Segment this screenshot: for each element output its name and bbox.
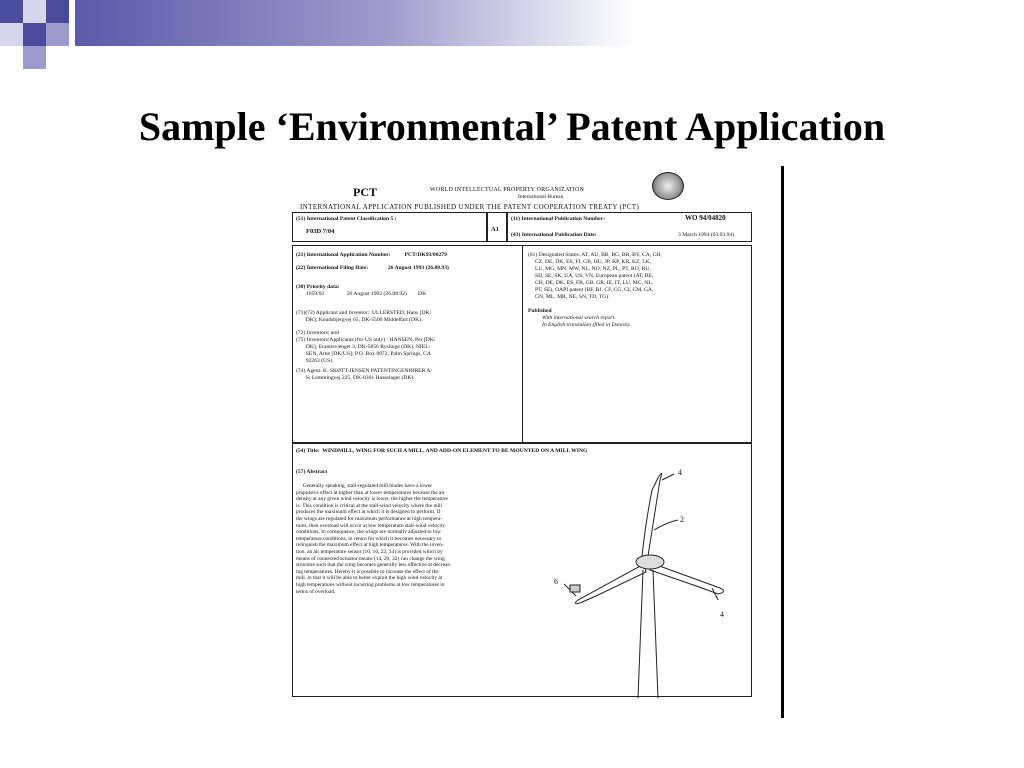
priority-value: 1059/92 26 August 1992 (26.08.92) DK [306,291,427,297]
abstract-label: (57) Abstract [296,469,328,475]
classification-label: (51) International Patent Classification 5 : [296,216,397,222]
figure-label: 4 [720,610,724,619]
abstract-text: Generally speaking, stall-regulated mill blades have a lower propulsive effect at higher than at lower temperatures because the air density at any given wind velocity is lower, the higher the temperature is. This condition is critical at the stall-wind velocity where the mill produces the maximum effect at which it is designed to perform. If the wings are regulated for maximum performance at high tempera- tures, then overload will occur at low temperature stall-wind velocity conditions. In consequence, the wings are normally adjusted to low temperature conditions, in return for which it becomes necessary to relinquish the maximum effect at high temperatures. With the inven- tion, an air temperature sensor (10, 16, 22, 34) is provided which by means of connected actuator means (14, 20, 32) can change the wing structure such that the wing becomes generally less effective at decreas- ing temperatures. Hereby it is possible to increase the effect of the mill, in that it will be able to better exploit the high wind velocity at high temperatures without incurring problems at low temperatures in terms of overload. [296,483,452,595]
filing-date: (22) International Filing Date: 26 August 1993 (26.08.93) [296,265,449,271]
blade-left [575,564,646,604]
pub-number-label: (11) International Publication Number: [511,216,606,222]
pub-date-value: 3 March 1994 (03.03.94) [678,232,735,238]
nacelle [636,555,664,569]
agent: (74) Agent: K. SKØTT-JENSEN PATENTINGENIØRER A/ S; Lemmingvej 225, DK-8361 Hasselager (DK). [296,368,433,381]
published-under-line: INTERNATIONAL APPLICATION PUBLISHED UNDER THE PATENT COOPERATION TREATY (PCT) [300,203,640,211]
title-field: (54) Title: WINDMILL, WING FOR SUCH A MILL, AND ADD-ON ELEMENT TO BE MOUNTED ON A MILL WING [296,448,588,454]
decor-square [23,0,46,23]
patent-document-scan [260,168,780,713]
figure-label: 2 [680,515,684,524]
classification-value: F03D 7/04 [306,228,335,235]
figure-label: 4 [678,468,682,477]
applicant: (71)(72) Applicant and Inventor: ULLERSTED, Hans [DK/ DK]; Knudsbjergvej 65, DK-5500 Middelfart (DK). [296,310,432,323]
wipo-seal-icon [652,172,684,200]
header-gradient-bar [75,0,635,46]
inventors: (72) Inventors; and (75) Inventors/Applicants (for US only) : HANSEN, Per [DK/ DK]; Erantisvænget 3, DK-5856 Ryslinge (DK). NIEL- SEN, Arne [DK/US]; P.O. Box 8972, Palm Springs, CA 92263 (US). [296,330,436,364]
app-number: (21) International Application Number: PCT/DK93/00279 [296,252,447,258]
bureau-label: International Bureau [518,194,564,200]
blade-top [642,473,662,556]
pub-date-label: (43) International Publication Date: [511,232,597,238]
priority-label: (30) Priority data: [296,284,340,290]
decor-square [23,46,46,69]
figure-label: 6 [554,577,558,586]
pub-number-value: WO 94/04820 [685,214,726,222]
tower [638,570,658,698]
published-label: Published [528,308,552,314]
decor-square [0,23,23,46]
decor-square [0,0,23,23]
windmill-figure [550,460,750,700]
wipo-label: WORLD INTELLECTUAL PROPERTY ORGANIZATION [430,187,585,193]
bibliographic-divider [522,245,523,443]
decor-square [46,0,69,23]
slide-title: Sample ‘Environmental’ Patent Application [138,104,886,149]
designated-states: (81) Designated States: AT, AU, BB, BG, BR, BY, CA, CH, CZ, DE, DK, ES, FI, GB, HU, JP, KP, KR, KZ, LK, LU, MG, MN, MW, NL, NO, NZ, PL, PT, RO, RU, SD, SE, SK, UA, US, VN, European patent (AT, BE, CH, DE, DK, ES, FR, GB, GR, IE, IT, LU, MC, NL, PT, SE), OAPI patent (BF, BJ, CF, CG, CI, CM, GA, GN, ML, MR, NE, SN, TD, TG). [528,252,662,300]
divider-line [781,166,784,718]
decor-square [46,23,69,46]
add-on-element [570,585,580,592]
pct-label: PCT [353,185,377,199]
decor-square [23,23,46,46]
kind-code: A1 [491,226,499,233]
published-text: With international search report. In English translation (filed in Danish). [542,315,631,328]
